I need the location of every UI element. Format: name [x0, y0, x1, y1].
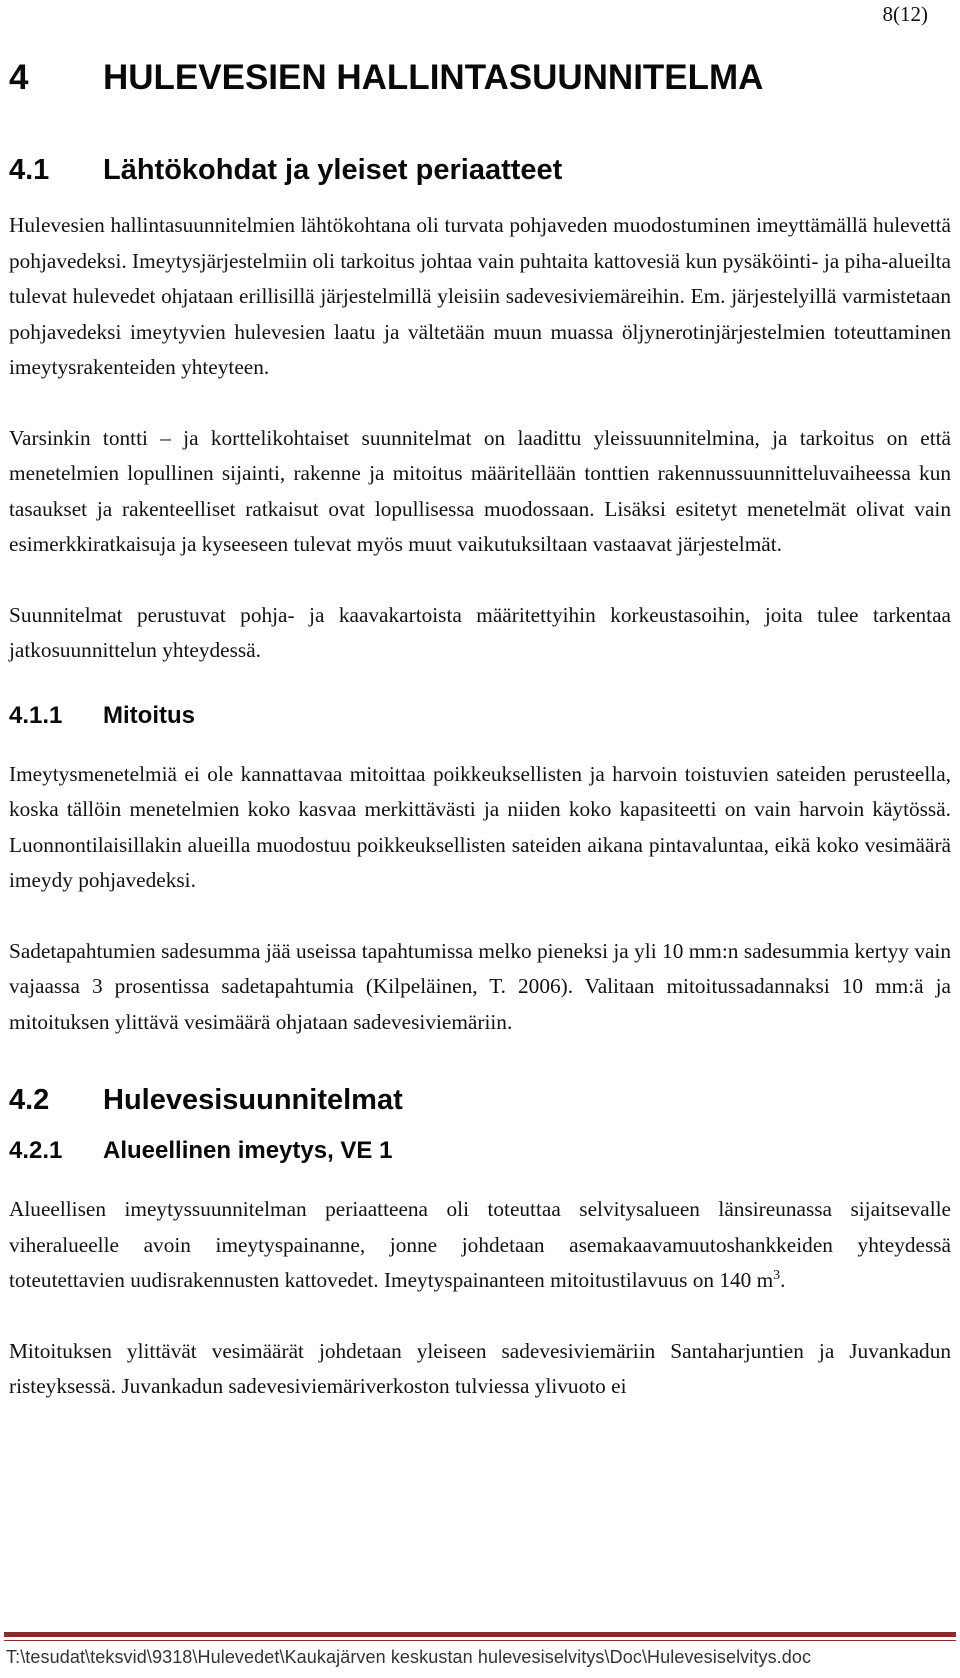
heading-title: Hulevesisuunnitelmat: [103, 1084, 403, 1116]
paragraph: Hulevesien hallintasuunnitelmien lähtökohtana oli turvata pohjaveden muodostuminen imeyttämällä hulevettä pohjavedeksi. Imeytysjärjestelmiin oli tarkoitus johtaa vain puhtaita kattovesiä kun pysäköinti- ja piha-alueilta tulevat hulevedet ohjataan erillisillä järjestelmillä yleisiin sadevesiviemäreihin. Em. järjestelyillä varmistetaan pohjavedeksi imeytyvien hulevesien laatu ja vältetään muun muassa öljynerotinjärjestelmien toteuttaminen imeytysrakenteiden yhteyteen.: [9, 213, 951, 379]
heading-section-4-1: [9, 150, 951, 190]
footer-file-path: T:\tesudat\teksvid\9318\Hulevedet\Kaukajärven keskustan hulevesiselvitys\Doc\Hulevesiselvitys.doc: [6, 1647, 812, 1667]
paragraph: Sadetapahtumien sadesumma jää useissa tapahtumissa melko pieneksi ja yli 10 mm:n sadesummia kertyy vain vajaassa 3 prosentissa sadetapahtumia (Kilpeläinen, T. 2006). Valitaan mitoitussadannaksi 10 mm:ä ja mitoituksen ylittävä vesimäärä ohjataan sadevesiviemäriin.: [9, 938, 951, 1034]
heading-title: Mitoitus: [103, 701, 195, 729]
paragraph: Mitoituksen ylittävät vesimäärät johdetaan yleiseen sadevesiviemäriin Santaharjuntien ja Juvankadun risteyksessä. Juvankadun sadevesiviemäriverkoston tulviessa ylivuoto ei: [9, 1338, 951, 1398]
page-number: 8(12): [882, 2, 928, 26]
heading-section-4-2: [9, 1080, 951, 1120]
heading-number: 4: [9, 58, 29, 97]
paragraph: Suunnitelmat perustuvat pohja- ja kaavakartoista määritettyihin korkeustasoihin, joita tulee tarkentaa jatkosuunnittelun yhteydessä.: [9, 602, 951, 662]
heading-number: 4.2.1: [9, 1137, 63, 1164]
heading-section-4-2-1: [9, 1134, 951, 1168]
heading-number: 4.1.1: [9, 701, 63, 729]
heading-number: 4.2: [9, 1084, 50, 1116]
document-body: [9, 54, 951, 1405]
heading-section-4-1-1: [9, 699, 951, 733]
heading-title: Lähtökohdat ja yleiset periaatteet: [103, 154, 563, 186]
heading-section-4: [9, 54, 951, 102]
paragraph-text: Alueellisen imeytyssuunnitelman periaatteena oli toteuttaa selvitysalueen länsireunassa sijaitsevalle viheralueelle avoin imeytyspainanne, jonne johdetaan asemakaavamuutoshankkeiden yhteydessä toteutettavien uudisrakennusten kattovedet. Imeytyspainanteen mitoitustilavuus on 140 m: [9, 1197, 951, 1292]
heading-number: 4.1: [9, 154, 50, 186]
paragraph: Imeytysmenetelmiä ei ole kannattavaa mitoittaa poikkeuksellisten ja harvoin toistuvien sateiden perusteella, koska tällöin menetelmien koko kasvaa merkittävästi ja niiden koko kapasiteetti on vain harvoin käytössä. Luonnontilaisillakin alueilla muodostuu poikkeuksellisten sateiden aikana pintavaluntaa, eikä koko vesimäärä imeydy pohjavedeksi.: [9, 761, 951, 892]
paragraph-end: .: [780, 1268, 786, 1292]
footer-rule: [4, 1632, 956, 1641]
paragraph: Varsinkin tontti – ja korttelikohtaiset suunnitelmat on laadittu yleissuunnitelmina, ja tarkoitus on että menetelmien lopullinen sijainti, rakenne ja mitoitus määritellään tonttien rakennussuunnitteluvaiheessa kun tasaukset ja rakenteelliset ratkaisut ovat lopullisessa muodossaan. Lisäksi esitetyt menetelmät olivat vain esimerkkiratkaisuja ja kyseeseen tulevat myös muut vaikutuksiltaan vastaavat järjestelmät.: [9, 425, 951, 556]
heading-title: Alueellinen imeytys, VE 1: [103, 1137, 393, 1164]
paragraph: [9, 1192, 951, 1299]
heading-title: HULEVESIEN HALLINTASUUNNITELMA: [103, 58, 764, 97]
superscript: 3: [773, 1267, 781, 1283]
